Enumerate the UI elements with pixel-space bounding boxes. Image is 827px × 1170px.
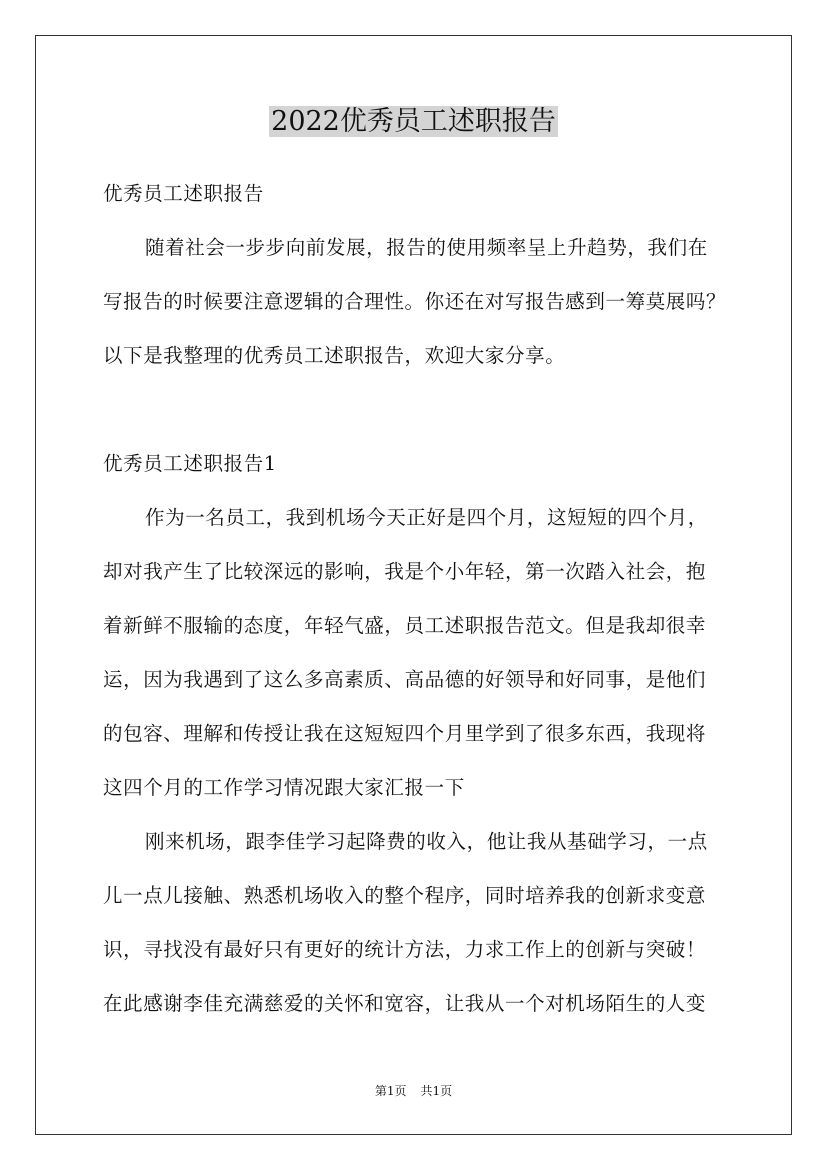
document-subtitle: 优秀员工述职报告 (103, 182, 264, 205)
paragraph1-line: 这四个月的工作学习情况跟大家汇报一下 (103, 776, 465, 799)
paragraph2-line: 儿一点儿接触、熟悉机场收入的整个程序，同时培养我的创新求变意 (103, 884, 707, 907)
intro-line: 随着社会一步步向前发展，报告的使用频率呈上升趋势，我们在 (145, 236, 708, 259)
intro-line: 以下是我整理的优秀员工述职报告，欢迎大家分享。 (103, 344, 566, 367)
paragraph1-line: 运，因为我遇到了这么多高素质、高品德的好领导和好同事，是他们 (103, 668, 707, 691)
document-title-text: 2022优秀员工述职报告 (271, 106, 556, 137)
paragraph1-line: 却对我产生了比较深远的影响，我是个小年轻，第一次踏入社会，抱 (103, 560, 707, 583)
paragraph2-line: 识，寻找没有最好只有更好的统计方法，力求工作上的创新与突破！ (103, 938, 707, 961)
page-footer (0, 1083, 827, 1099)
paragraph2-line: 在此感谢李佳充满慈爱的关怀和宽容，让我从一个对机场陌生的人变 (103, 992, 707, 1015)
document-title (0, 102, 827, 142)
page-number: 第1页 (374, 1084, 407, 1098)
section-heading: 优秀员工述职报告1 (103, 452, 277, 475)
page-total: 共1页 (420, 1084, 453, 1098)
paragraph1-line: 的包容、理解和传授让我在这短短四个月里学到了很多东西，我现将 (103, 722, 707, 745)
paragraph1-line: 着新鲜不服输的态度，年轻气盛，员工述职报告范文。但是我却很幸 (103, 614, 707, 637)
paragraph1-line: 作为一名员工，我到机场今天正好是四个月，这短短的四个月， (145, 506, 708, 529)
intro-line: 写报告的时候要注意逻辑的合理性。你还在对写报告感到一筹莫展吗？ (103, 290, 727, 313)
paragraph2-line: 刚来机场，跟李佳学习起降费的收入，他让我从基础学习，一点 (145, 830, 708, 853)
